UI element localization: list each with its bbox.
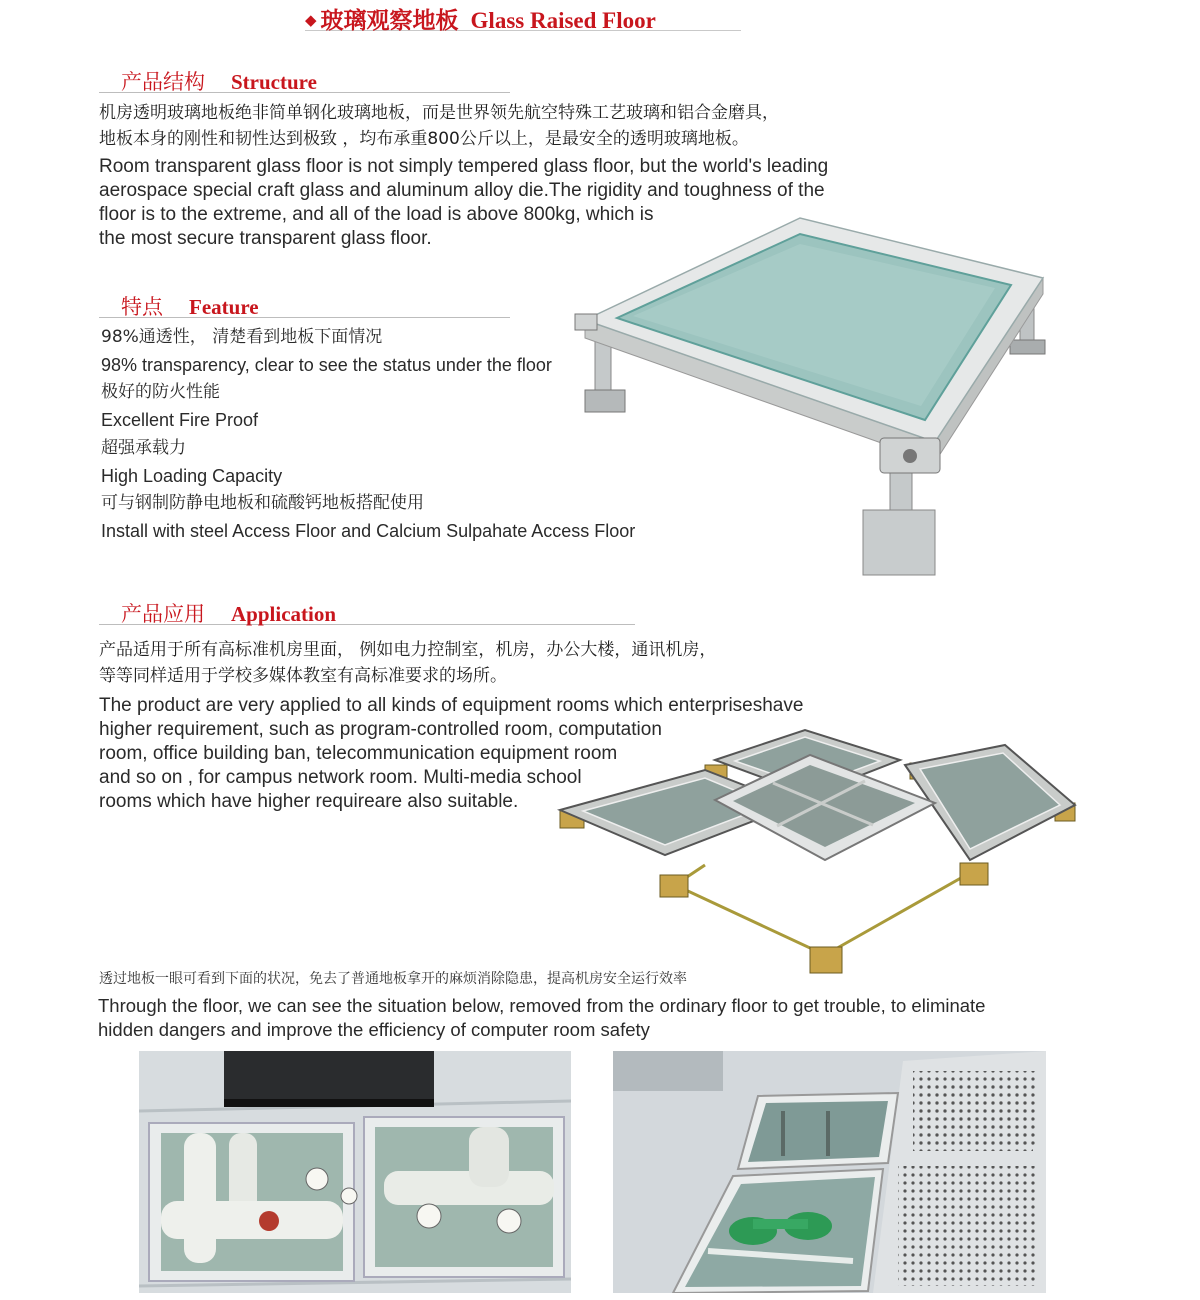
text-line: 产品适用于所有高标准机房里面， 例如电力控制室，机房，办公大楼，通讯机房， — [99, 640, 717, 660]
list-item: 超强承载力 — [101, 437, 186, 458]
list-item: Install with steel Access Floor and Calcium Sulpahate Access Floor — [101, 520, 636, 541]
text-line: room, office building ban, telecommunication equipment room — [99, 743, 618, 764]
application-heading-zh: 产品应用 — [121, 602, 205, 626]
page-title-en: Glass Raised Floor — [470, 8, 656, 33]
structure-zh-text — [99, 100, 779, 152]
list-item: 98% transparency, clear to see the status under the floor — [101, 354, 552, 375]
caption-zh: 透过地板一眼可看到下面的状况，免去了普通地板拿开的麻烦消除隐患，提高机房安全运行效率 — [99, 971, 687, 987]
caption-en — [98, 994, 985, 1042]
text-line: floor is to the extreme, and all of the load is above 800kg, which is — [99, 204, 654, 225]
list-item: Excellent Fire Proof — [101, 410, 259, 431]
text-line: 机房透明玻璃地板绝非简单钢化玻璃地板，而是世界领先航空特殊工艺玻璃和铝合金磨具， — [99, 103, 779, 123]
feature-heading-en: Feature — [189, 295, 259, 319]
text-line: Room transparent glass floor is not simply tempered glass floor, but the world's leading — [99, 156, 829, 177]
text-line: The product are very applied to all kinds of equipment rooms which enterpriseshave — [99, 695, 804, 716]
text-line: aerospace special craft glass and aluminum alloy die.The rigidity and toughness of the — [99, 180, 825, 201]
feature-heading-zh: 特点 — [121, 295, 163, 319]
structure-heading — [99, 66, 510, 93]
photo-glass-panel-suction-lifter — [613, 1051, 1046, 1293]
text-line: hidden dangers and improve the efficiency of computer room safety — [98, 1019, 650, 1040]
application-heading-en: Application — [231, 602, 337, 626]
text-line: and so on , for campus network room. Multi-media school — [99, 767, 582, 788]
text-line: 等等同样适用于学校多媒体教室有高标准要求的场所。 — [99, 666, 507, 686]
application-heading — [99, 598, 635, 625]
page-title-zh: 玻璃观察地板 — [320, 8, 459, 33]
photo-pipes-under-glass-floor — [139, 1051, 571, 1293]
text-line: Through the floor, we can see the situation below, removed from the ordinary floor to get trouble, to eliminate — [98, 995, 986, 1016]
feature-heading — [99, 291, 510, 318]
application-zh-text — [99, 637, 716, 689]
structure-heading-en: Structure — [231, 70, 317, 94]
list-item: 极好的防火性能 — [101, 382, 220, 403]
floor-assembly-illustration — [555, 725, 1080, 985]
text-line: rooms which have higher requireare also suitable. — [99, 791, 519, 812]
text-line: higher requirement, such as program-controlled room, computation — [99, 719, 662, 740]
list-item: 98%通透性， 清楚看到地板下面情况 — [101, 327, 383, 347]
list-item: 可与钢制防静电地板和硫酸钙地板搭配使用 — [101, 493, 424, 514]
structure-heading-zh: 产品结构 — [121, 70, 205, 94]
diamond-bullet-icon: ◆ — [305, 13, 317, 29]
text-line: 地板本身的刚性和韧性达到极致 ，均布承重800公斤以上，是最安全的透明玻璃地板。 — [99, 129, 749, 149]
list-item: High Loading Capacity — [101, 465, 283, 486]
page-title — [305, 2, 741, 31]
feature-list — [101, 324, 635, 546]
text-line: the most secure transparent glass floor. — [99, 228, 432, 249]
